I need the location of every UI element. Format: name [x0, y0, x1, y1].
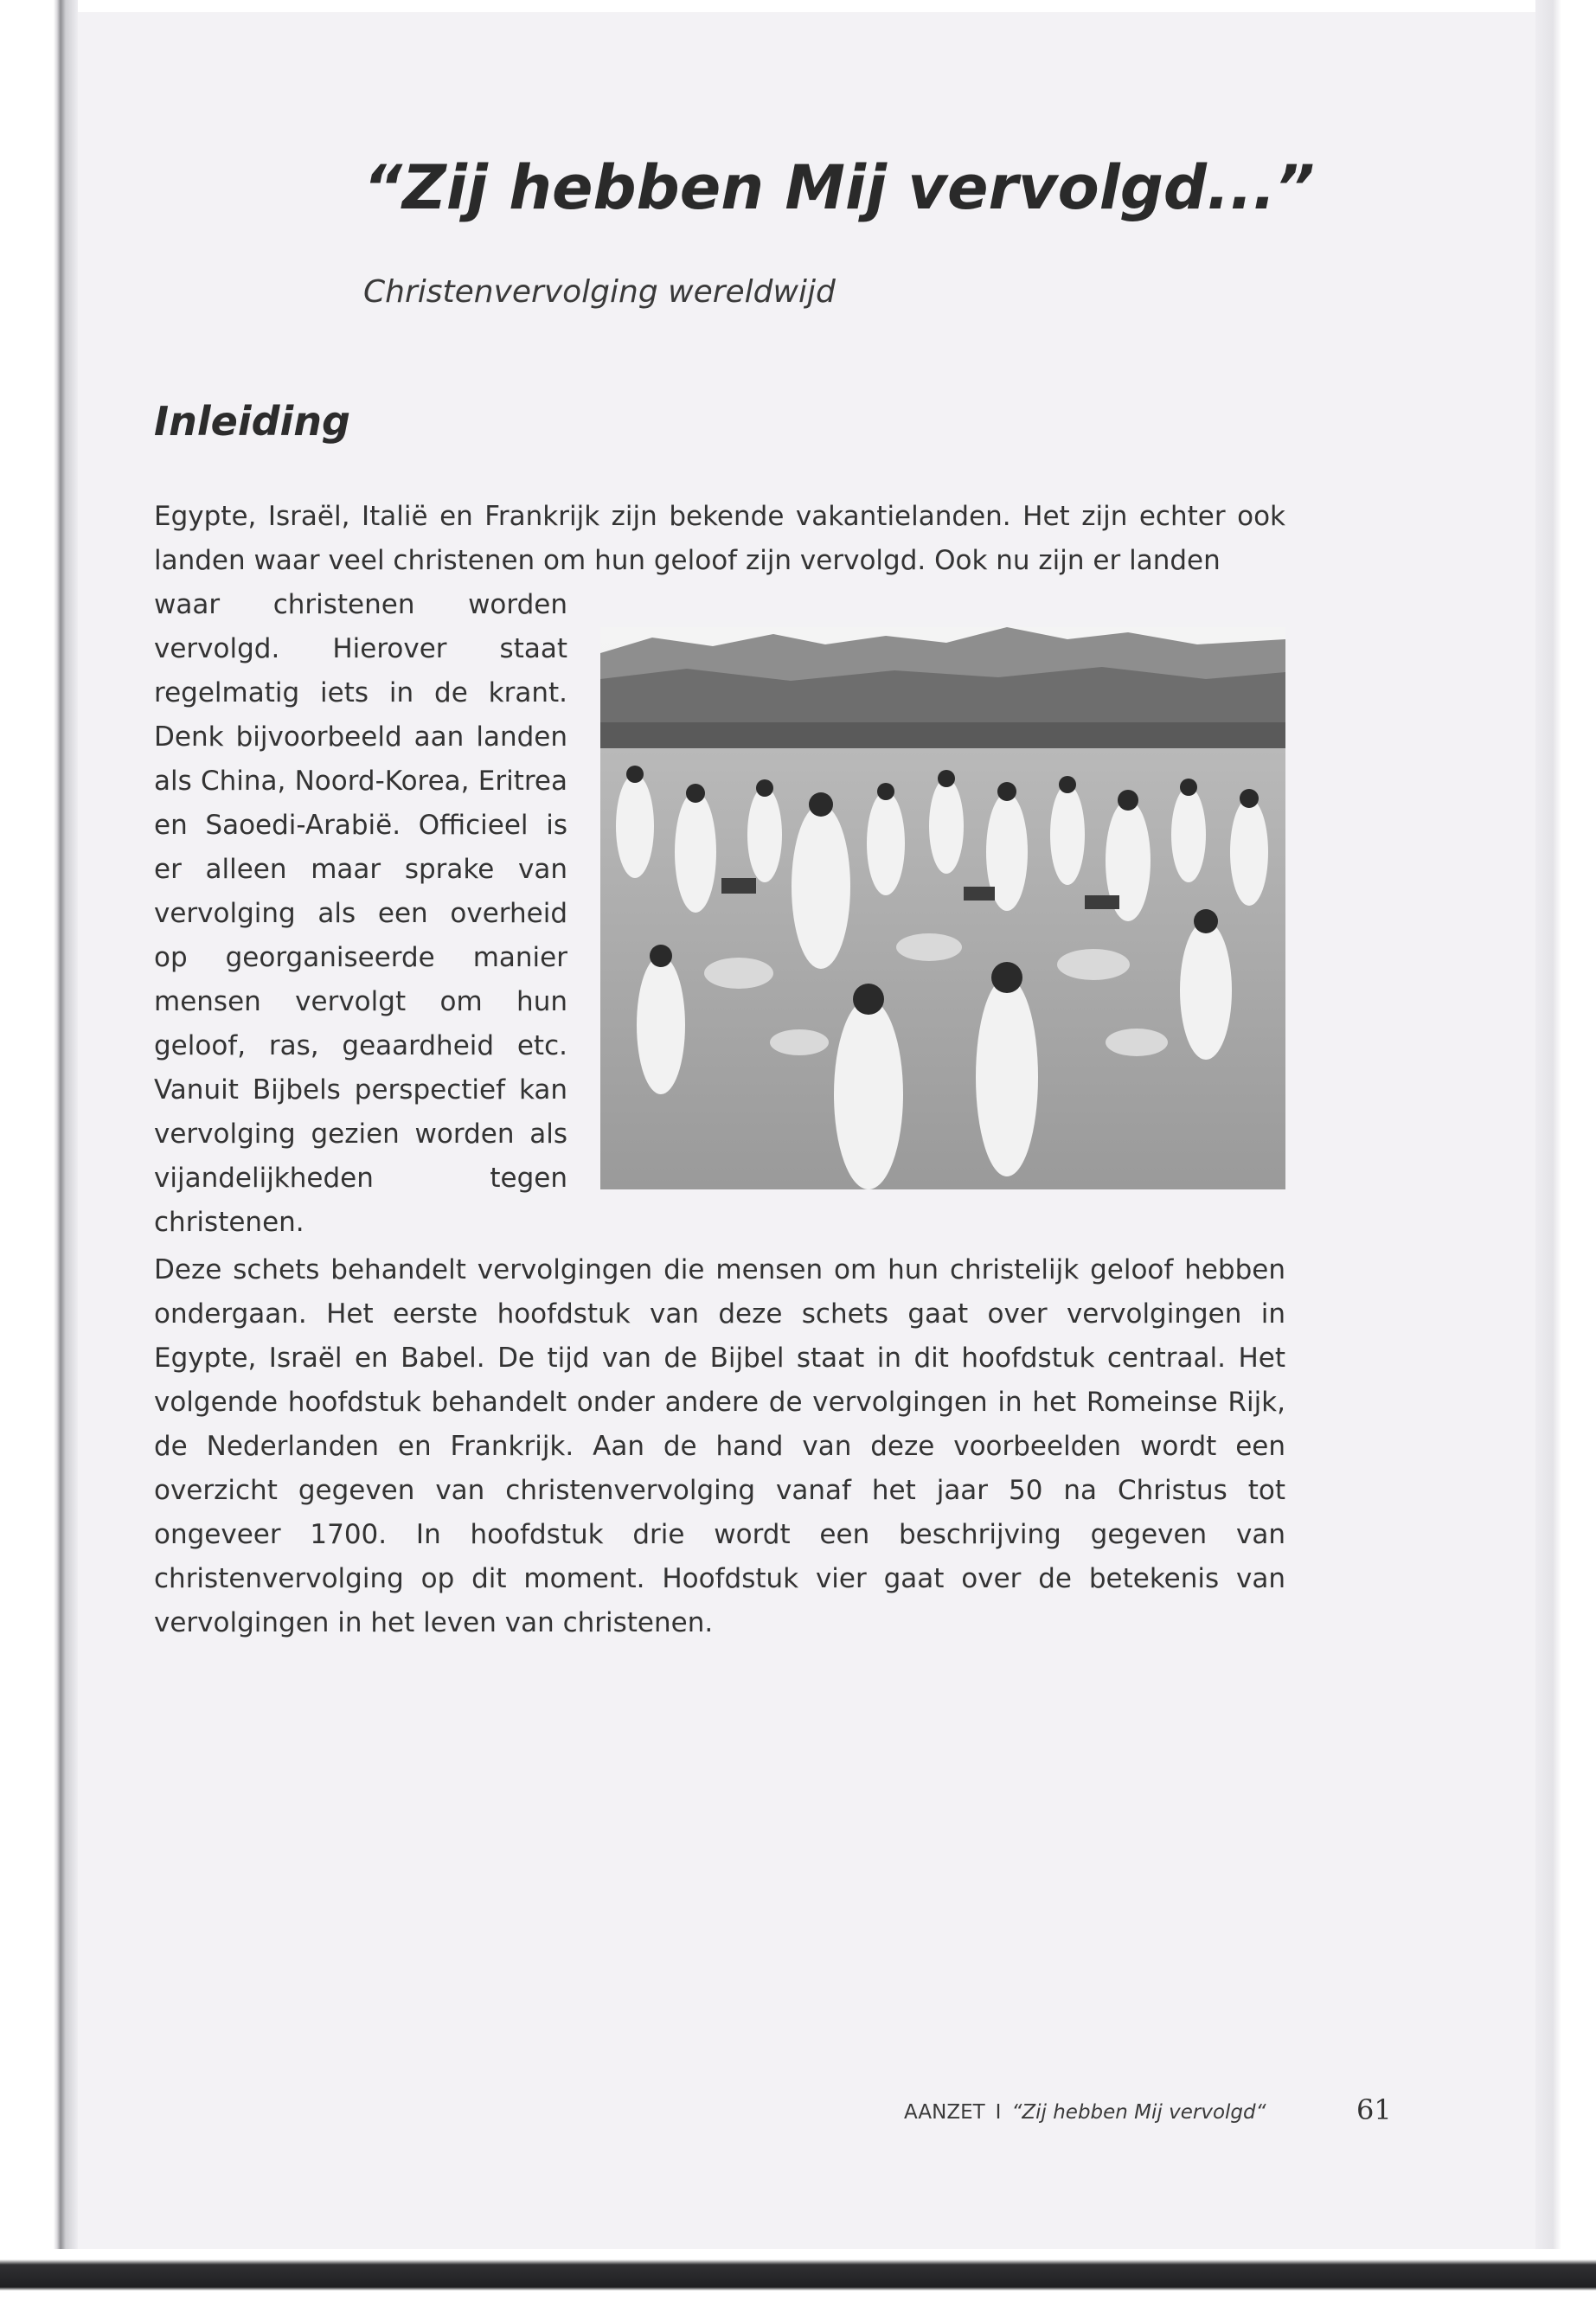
page-binding-edge: [0, 0, 78, 2301]
publication-name: AANZET: [904, 2101, 985, 2124]
market-photo-illustration: [600, 627, 1285, 1189]
page-title: “Zij hebben Mij vervolgd...”: [363, 152, 1315, 223]
page-edge-bottom: [0, 2249, 1596, 2301]
market-photo: [600, 627, 1285, 1189]
running-title: “Zij hebben Mij vervolgd“: [1011, 2101, 1266, 2124]
footer-separator: I: [995, 2101, 1002, 2124]
page-edge-top: [0, 0, 1596, 12]
outline-paragraph: Deze schets behandelt vervolgingen die mensen om hun christelijk geloof hebben ondergaan. Het eerste hoofdstuk van deze schets gaat over vervolgingen in Egypte, Israël en Babel. De tijd van de Bijbel staat in dit hoofdstuk centraal. Het volgende hoofdstuk behandelt onder andere de vervolgingen in het Romeinse Rijk, de Nederlanden en Frankrijk. Aan de hand van deze voorbeelden wordt een overzicht gegeven van christenvervolging vanaf het jaar 50 na Christus tot ongeveer 1700. In hoofdstuk drie wordt een beschrijving gegeven van christenvervolging op dit moment. Hoofdstuk vier gaat over de betekenis van vervolgingen in het leven van christenen.: [154, 1254, 1285, 1638]
intro-paragraph: Egypte, Israël, Italië en Frankrijk zijn bekende vakantielanden. Het zijn echter ook landen waar veel christenen om hun geloof zijn vervolgd. Ook nu zijn er landen: [154, 501, 1285, 576]
wrapped-paragraph: waar christenen worden vervolgd. Hierover staat regelmatig iets in de krant. Denk bijvoorbeeld aan landen als China, Noord-Korea, Eritrea en Saoedi-Arabië. Officieel is er alleen maar sprake van vervolging als een overheid op georganiseerde manier mensen vervolgt om hun geloof, ras, geaardheid etc. Vanuit Bijbels perspectief kan vervolging gezien worden als vijandelijkheden tegen christenen.: [154, 589, 567, 1238]
page-number: 61: [1356, 2093, 1392, 2126]
page-subtitle: Christenvervolging wereldwijd: [363, 274, 836, 310]
section-heading: Inleiding: [154, 398, 350, 445]
page-edge-right: [1535, 0, 1596, 2301]
running-footer: [904, 2097, 1266, 2128]
